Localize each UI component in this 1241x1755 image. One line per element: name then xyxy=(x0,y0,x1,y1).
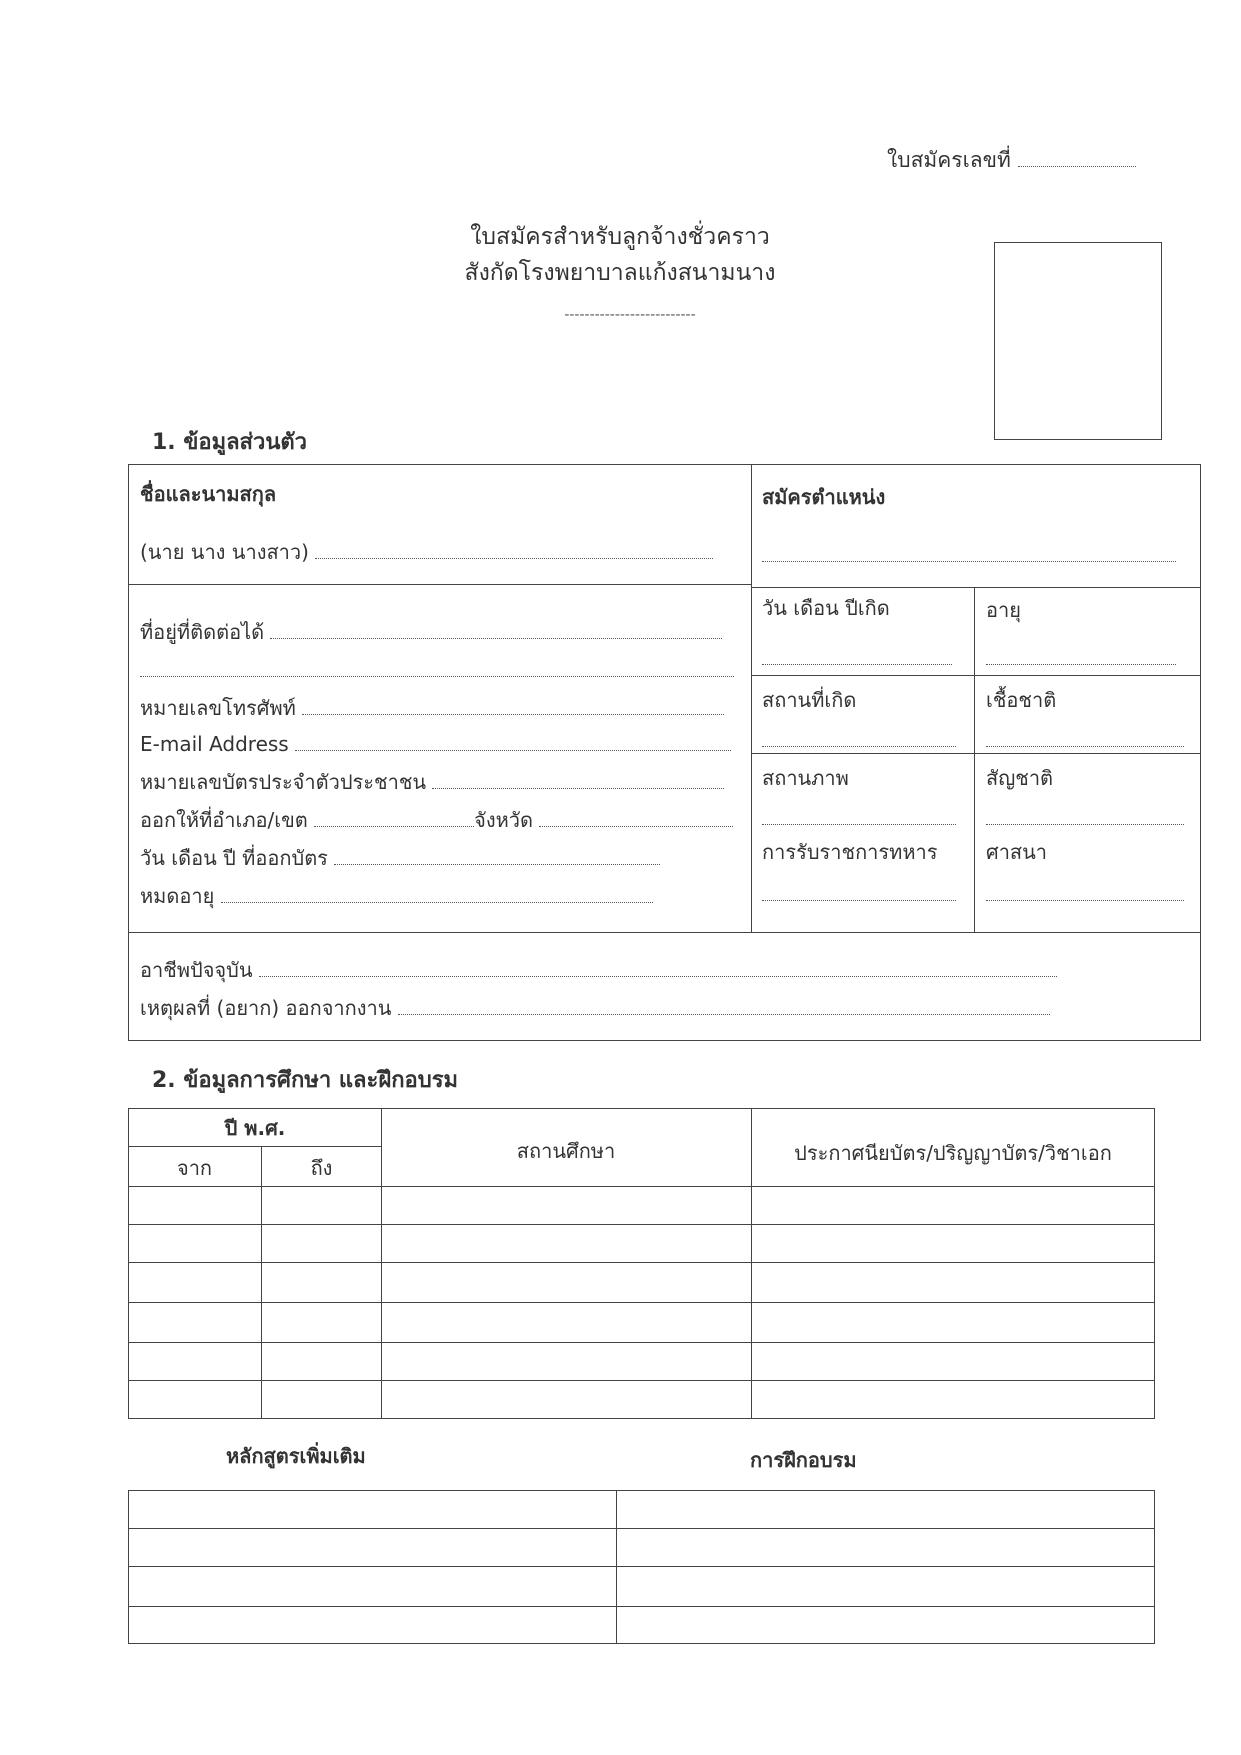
training-row-line xyxy=(128,1528,1155,1529)
birth-place-label: สถานที่เกิด xyxy=(762,688,857,712)
reason-field[interactable] xyxy=(398,1014,1050,1015)
race-label: เชื้อชาติ xyxy=(986,688,1057,712)
status-line xyxy=(762,808,956,828)
issued-at-label: ออกให้ที่อำเภอ/เขต xyxy=(140,808,308,832)
training-table xyxy=(128,1490,1155,1644)
degree-header: ประกาศนียบัตร/ปริญญาบัตร/วิชาเอก xyxy=(794,1141,1112,1165)
id-card-label: หมายเลขบัตรประจำตัวประชาชน xyxy=(140,770,427,794)
id-card-field[interactable] xyxy=(432,788,724,789)
name-field[interactable] xyxy=(315,558,713,559)
school-header: สถานศึกษา xyxy=(516,1139,616,1163)
education-row-line xyxy=(128,1262,1155,1263)
address-line2 xyxy=(140,660,734,680)
id-card-line xyxy=(140,772,724,792)
issue-date-field[interactable] xyxy=(334,864,660,865)
from-header: จาก xyxy=(176,1156,213,1180)
nationality-line xyxy=(986,808,1184,828)
phone-label: หมายเลขโทรศัพท์ xyxy=(140,696,296,720)
issued-at-line xyxy=(140,810,733,830)
status-label: สถานภาพ xyxy=(762,766,849,790)
reason-line xyxy=(140,998,1050,1018)
year-header: ปี พ.ศ. xyxy=(224,1116,286,1140)
race-line xyxy=(986,730,1184,750)
religion-field[interactable] xyxy=(986,900,1184,901)
training-row-line xyxy=(128,1606,1155,1607)
birth-date-field[interactable] xyxy=(762,664,952,665)
personal-divider xyxy=(751,464,752,933)
email-line xyxy=(140,734,731,754)
address-field[interactable] xyxy=(270,638,722,639)
training-col-divider xyxy=(616,1490,617,1644)
education-row-line xyxy=(128,1342,1155,1343)
issue-date-label: วัน เดือน ปี ที่ออกบัตร xyxy=(140,846,328,870)
age-field[interactable] xyxy=(986,664,1176,665)
status-field[interactable] xyxy=(762,824,956,825)
reason-label: เหตุผลที่ (อยาก) ออกจากงาน xyxy=(140,996,392,1020)
occupation-line xyxy=(140,960,1057,980)
form-title-line1: ใบสมัครสำหรับลูกจ้างชั่วคราว xyxy=(470,224,770,250)
phone-line xyxy=(140,698,724,718)
email-field[interactable] xyxy=(295,750,731,751)
nationality-label: สัญชาติ xyxy=(986,766,1054,790)
province-field[interactable] xyxy=(539,826,733,827)
birth-place-field[interactable] xyxy=(762,746,956,747)
phone-field[interactable] xyxy=(302,714,724,715)
district-field[interactable] xyxy=(314,826,474,827)
section2-heading: 2. ข้อมูลการศึกษา และฝึกอบรม xyxy=(152,1068,459,1093)
occupation-field[interactable] xyxy=(259,976,1057,977)
military-field[interactable] xyxy=(762,900,956,901)
birth-row-divider xyxy=(751,675,1201,676)
birth-date-line xyxy=(762,648,952,668)
position-field[interactable] xyxy=(762,561,1176,562)
position-label: สมัครตำแหน่ง xyxy=(762,485,886,509)
expiry-field[interactable] xyxy=(221,902,653,903)
photo-box[interactable] xyxy=(994,242,1162,440)
right-col-divider xyxy=(974,587,975,933)
address-field-2[interactable] xyxy=(140,676,734,677)
name-label: ชื่อและนามสกุล xyxy=(140,482,277,506)
expiry-label: หมดอายุ xyxy=(140,884,215,908)
year-header-divider xyxy=(128,1146,382,1147)
section1-heading: 1. ข้อมูลส่วนตัว xyxy=(152,430,308,455)
extra-course-label: หลักสูตรเพิ่มเติม xyxy=(226,1444,366,1468)
military-label: การรับราชการทหาร xyxy=(762,840,938,864)
education-header-bottom xyxy=(128,1186,1155,1187)
application-number-field[interactable] xyxy=(1018,166,1136,167)
birthplace-row-divider xyxy=(751,753,1201,754)
application-number xyxy=(887,150,1136,171)
occupation-row-divider xyxy=(128,932,1201,933)
position-row-divider xyxy=(751,587,1201,588)
email-label: E-mail Address xyxy=(140,732,289,756)
expiry-line xyxy=(140,886,653,906)
military-line xyxy=(762,884,956,904)
province-label: จังหวัด xyxy=(474,808,534,832)
to-header: ถึง xyxy=(310,1156,333,1180)
issue-date-line xyxy=(140,848,660,868)
form-title-line2: สังกัดโรงพยาบาลแก้งสนามนาง xyxy=(464,260,776,286)
religion-label: ศาสนา xyxy=(986,840,1048,864)
occupation-label: อาชีพปัจจุบัน xyxy=(140,958,253,982)
title-prefix: (นาย นาง นางสาว) xyxy=(140,540,309,564)
training-row-line xyxy=(128,1566,1155,1567)
education-row-line xyxy=(128,1380,1155,1381)
birth-place-line xyxy=(762,730,956,750)
education-row-line xyxy=(128,1302,1155,1303)
training-label: การฝึกอบรม xyxy=(750,1448,857,1472)
application-number-label: ใบสมัครเลขที่ xyxy=(887,148,1011,172)
position-line xyxy=(762,545,1176,565)
name-row-divider xyxy=(128,584,752,585)
age-line xyxy=(986,648,1176,668)
age-label: อายุ xyxy=(986,598,1021,622)
education-row-line xyxy=(128,1224,1155,1225)
address-line xyxy=(140,622,722,642)
race-field[interactable] xyxy=(986,746,1184,747)
religion-line xyxy=(986,884,1184,904)
title-rule: -------------------------- xyxy=(564,307,696,323)
birth-date-label: วัน เดือน ปีเกิด xyxy=(762,596,890,620)
nationality-field[interactable] xyxy=(986,824,1184,825)
name-line xyxy=(140,542,713,562)
address-label: ที่อยู่ที่ติดต่อได้ xyxy=(140,620,265,644)
